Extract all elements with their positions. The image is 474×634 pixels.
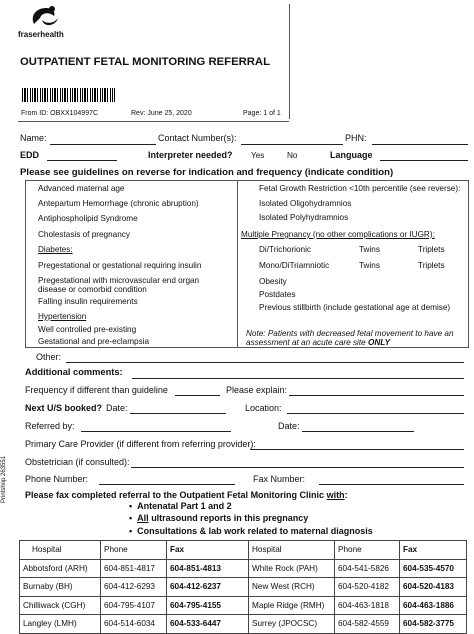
contact-label: Contact Number(s): xyxy=(158,133,237,143)
next-us-date-label: Date: xyxy=(106,403,128,413)
primary-care-field[interactable] xyxy=(250,449,464,450)
language-label: Language xyxy=(330,150,373,160)
cond-obesity[interactable]: Obesity xyxy=(259,277,287,286)
name-field[interactable] xyxy=(50,144,156,145)
cond-mono-twins[interactable]: Twins xyxy=(359,261,380,270)
cond-htn-gestational[interactable]: Gestational and pre-eclampsia xyxy=(38,337,150,346)
fax-heading-text: Please fax completed referral to the Outpatient Fetal Monitoring Clinic xyxy=(25,490,327,500)
fax-cell: 604-535-4570 xyxy=(400,559,467,578)
phone-cell: 604-795-4107 xyxy=(101,596,167,615)
interpreter-no[interactable]: No xyxy=(287,151,298,160)
fax-cell: 604-851-4813 xyxy=(167,559,249,578)
fax-cell: 604-582-3775 xyxy=(400,615,467,634)
table-row xyxy=(20,596,467,615)
fax-heading-with: with xyxy=(326,490,345,500)
fax-number-field[interactable] xyxy=(319,484,464,485)
hospital-cell: New West (RCH) xyxy=(249,578,335,597)
phn-label: PHN: xyxy=(345,133,367,143)
referred-by-field[interactable] xyxy=(81,431,231,432)
diabetes-heading: Diabetes: xyxy=(38,245,73,254)
col-hospital: Hospital xyxy=(249,541,335,560)
printshop-side-text: Printshop 263551 xyxy=(1,455,7,503)
bullet-icon: • xyxy=(129,501,138,511)
additional-comments-label: Additional comments: xyxy=(25,367,123,377)
cond-dichorionic-triplets[interactable]: Triplets xyxy=(418,245,445,254)
table-row xyxy=(20,615,467,634)
logo-mark-icon xyxy=(26,4,66,28)
cond-stillbirth[interactable]: Previous stillbirth (include gestational age at demise) xyxy=(259,303,451,312)
explain-label: Please explain: xyxy=(226,385,288,395)
bullet-text: Antenatal Part 1 and 2 xyxy=(137,501,232,511)
cond-aph[interactable]: Antepartum Hemorrhage (chronic abruption) xyxy=(38,199,199,208)
referred-date-label: Date: xyxy=(278,421,300,431)
cond-aps[interactable]: Antiphospholipid Syndrome xyxy=(38,214,138,223)
other-field[interactable] xyxy=(66,362,464,363)
guidelines-heading: Please see guidelines on reverse for indication and frequency (indicate condition) xyxy=(20,167,394,178)
language-field[interactable] xyxy=(380,160,468,161)
dfm-note-line1: Note: Patients with decreased fetal movement to have an xyxy=(246,329,454,338)
next-us-label: Next U/S booked? xyxy=(25,403,103,413)
multiple-heading: Multiple Pregnancy (no other complications or IUGR): xyxy=(241,230,435,239)
hospital-cell: Surrey (JPOCSC) xyxy=(249,615,335,634)
cond-mono: Mono/DiTriamniotic xyxy=(259,261,330,270)
bullet-text: Consultations & lab work related to maternal diagnosis xyxy=(137,526,373,536)
referred-date-field[interactable] xyxy=(302,431,414,432)
obstetrician-field[interactable] xyxy=(131,467,464,468)
barcode xyxy=(22,88,115,102)
edd-field[interactable] xyxy=(47,160,117,161)
phone-cell: 604-514-6034 xyxy=(101,615,167,634)
interpreter-label: Interpreter needed? xyxy=(148,150,233,160)
phn-field[interactable] xyxy=(372,144,468,145)
phone-number-label: Phone Number: xyxy=(25,474,89,484)
phone-cell: 604-412-6293 xyxy=(101,578,167,597)
primary-care-label: Primary Care Provider (if different from referring provider): xyxy=(25,439,256,449)
page-number: Page: 1 of 1 xyxy=(243,110,281,117)
col-fax: Fax xyxy=(400,541,467,560)
table-row xyxy=(20,559,467,578)
bullet-icon: • xyxy=(129,526,138,536)
guidelines-column-divider xyxy=(237,180,238,348)
edd-label: EDD xyxy=(20,150,40,160)
hospital-cell: Burnaby (BH) xyxy=(20,578,101,597)
hospital-cell: White Rock (PAH) xyxy=(249,559,335,578)
hypertension-heading: Hypertension xyxy=(38,312,87,321)
fax-bullet-antenatal xyxy=(129,501,232,511)
hospital-cell: Maple Ridge (RMH) xyxy=(249,596,335,615)
fax-cell: 604-795-4155 xyxy=(167,596,249,615)
cond-pregest-line1[interactable]: Pregestational with microvascular end organ xyxy=(38,276,200,285)
cond-poly[interactable]: Isolated Polyhydramnios xyxy=(259,213,349,222)
phone-number-field[interactable] xyxy=(99,484,235,485)
form-id: From ID: OBXX104997C xyxy=(21,110,99,117)
cond-advanced-age[interactable]: Advanced maternal age xyxy=(38,184,125,193)
col-phone: Phone xyxy=(335,541,400,560)
hospital-cell: Abbotsford (ARH) xyxy=(20,559,101,578)
bullet-all: All xyxy=(137,513,149,523)
next-us-date-field[interactable] xyxy=(130,413,226,414)
fax-cell: 604-533-6447 xyxy=(167,615,249,634)
fax-cell: 604-412-6237 xyxy=(167,578,249,597)
referred-by-label: Referred by: xyxy=(25,421,75,431)
table-header-row xyxy=(20,541,467,560)
fax-heading-colon: : xyxy=(344,490,348,500)
dfm-note-text: assessment at an acute care site xyxy=(246,338,368,347)
frequency-field[interactable] xyxy=(175,395,220,396)
fax-instructions-heading xyxy=(25,490,348,500)
phone-cell: 604-541-5826 xyxy=(335,559,400,578)
contact-field[interactable] xyxy=(241,144,343,145)
cond-htn-preexisting[interactable]: Well controlled pre-existing xyxy=(38,325,137,334)
cond-pregest-line2: disease or comorbid condition xyxy=(38,285,147,294)
phone-cell: 604-851-4817 xyxy=(101,559,167,578)
hospital-cell: Langley (LMH) xyxy=(20,615,101,634)
fax-cell: 604-520-4183 xyxy=(400,578,467,597)
other-label: Other: xyxy=(36,352,62,362)
phone-cell: 604-582-4559 xyxy=(335,615,400,634)
phone-cell: 604-520-4182 xyxy=(335,578,400,597)
fax-cell: 604-463-1886 xyxy=(400,596,467,615)
fraserhealth-logo xyxy=(18,4,78,44)
dfm-note-only: ONLY xyxy=(367,338,391,347)
additional-comments-field[interactable] xyxy=(132,378,464,379)
table-row xyxy=(20,578,467,597)
cond-gdm[interactable]: Pregestational or gestational requiring insulin xyxy=(38,261,202,270)
cond-falling-insulin[interactable]: Falling insulin requirements xyxy=(38,297,138,306)
clinics-table xyxy=(19,540,467,634)
dfm-note-line2 xyxy=(246,338,390,347)
explain-field[interactable] xyxy=(289,395,464,396)
location-field[interactable] xyxy=(287,413,464,414)
header-divider xyxy=(289,4,290,119)
cond-mono-triplets[interactable]: Triplets xyxy=(418,261,445,270)
col-phone: Phone xyxy=(101,541,167,560)
bullet-text: ultrasound reports in this pregnancy xyxy=(151,513,309,523)
fax-number-label: Fax Number: xyxy=(253,474,306,484)
cond-fgr[interactable]: Fetal Growth Restriction <10th percentile (see reverse): xyxy=(259,184,461,193)
cond-dichorionic-twins[interactable]: Twins xyxy=(359,245,380,254)
col-fax: Fax xyxy=(167,541,249,560)
location-label: Location: xyxy=(245,403,282,413)
bullet-icon: • xyxy=(129,513,138,523)
revision-date: Rev: June 25, 2020 xyxy=(131,110,192,117)
col-hospital: Hospital xyxy=(20,541,101,560)
phone-cell: 604-463-1818 xyxy=(335,596,400,615)
frequency-label: Frequency if different than guideline xyxy=(25,385,168,395)
logo-text: fraserhealth xyxy=(18,30,64,39)
form-title: OUTPATIENT FETAL MONITORING REFERRAL xyxy=(20,56,270,68)
cond-dichorionic: Di/Trichorionic xyxy=(259,245,312,254)
interpreter-yes[interactable]: Yes xyxy=(251,151,265,160)
name-label: Name: xyxy=(20,133,47,143)
hospital-cell: Chilliwack (CGH) xyxy=(20,596,101,615)
cond-cholestasis[interactable]: Cholestasis of pregnancy xyxy=(38,230,130,239)
fax-bullet-ultrasound xyxy=(129,513,308,523)
cond-oligo[interactable]: Isolated Oligohydramnios xyxy=(259,199,352,208)
fax-bullet-consultations xyxy=(129,526,373,536)
header-bottom-rule xyxy=(18,121,289,122)
obstetrician-label: Obstetrician (if consulted): xyxy=(25,457,130,467)
cond-postdates[interactable]: Postdates xyxy=(259,290,296,299)
